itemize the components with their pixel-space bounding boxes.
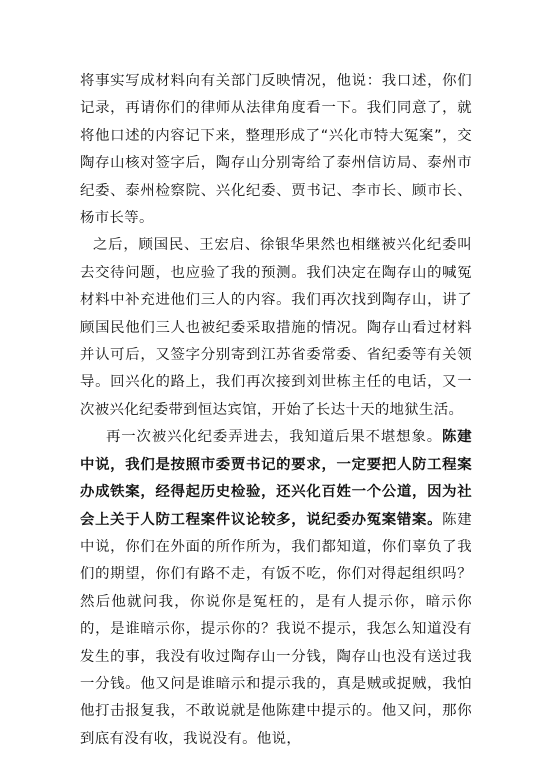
paragraph-3 [80,424,472,753]
paragraph-2-text: 之后，顾国民、王宏启、徐银华果然也相继被兴化纪委叫去交待问题，也应验了我的预测。我们决定在陶存山的喊冤材料中补充进他们三人的内容。我们再次找到陶存山，讲了顾国民他们三人也被纪委采取措施的情况。陶存山看过材料并认可后，又签字分别寄到江苏省委常委、省纪委等有关领导。回兴化的路上，我们再次接到刘世栋主任的电话，又一次被兴化纪委带到恒达宾馆，开始了长达十天的地狱生活。 [80,237,472,418]
paragraph-1-text: 将事实写成材料向有关部门反映情况，他说：我口述，你们记录，再请你们的律师从法律角度看一下。我们同意了，就将他口述的内容记下来，整理形成了“兴化市特大冤案”，交陶存山核对签字后，陶存山分别寄给了泰州信访局、泰州市纪委、泰州检察院、兴化纪委、贾书记、李市长、顾市长、杨市长等。 [80,73,472,227]
paragraph-3-text-a: 再一次被兴化纪委弄进去，我知道后果不堪想象。 [106,429,442,446]
paragraph-2 [80,232,472,424]
paragraph-3-bold-text: 陈建中说，我们是按照市委贾书记的要求，一定要把人防工程案办成铁案，经得起历史检验，还兴化百姓一个公道，因为社会上关于人防工程案件议论较多，说纪委办冤案错案。 [80,429,472,528]
body-text [80,68,472,753]
paragraph-1 [80,68,472,232]
paragraph-3-text-b: 陈建中说，你们在外面的所作所为，我们都知道，你们辜负了我们的期望，你们有路不走，有饭不吃，你们对得起组织吗？然后他就问我，你说你是冤枉的，是有人提示你，暗示你的，是谁暗示你，提示你的？我说不提示，我怎么知道没有发生的事，我没有收过陶存山一分钱，陶存山也没有送过我一分钱。他又问是谁暗示和提示我的，真是贼或捉贼，我怕他打击报复我，不敢说就是他陈建中提示的。他又问，那你到底有没有收，我说没有。他说， [80,511,473,747]
